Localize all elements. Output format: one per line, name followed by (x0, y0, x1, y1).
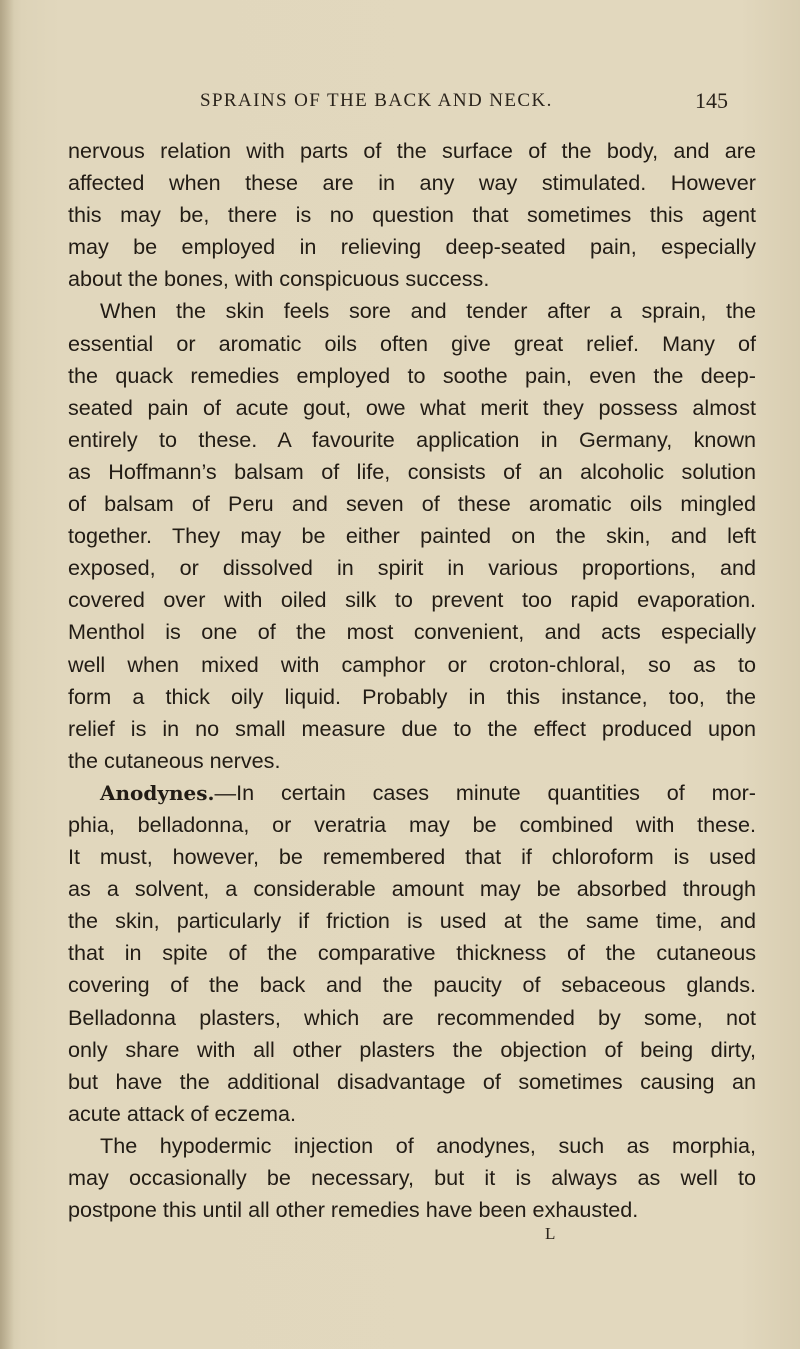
section-heading: Anodynes. (100, 780, 215, 805)
text-line: affected when these are in any way stimulated. However (68, 170, 756, 196)
text-line: about the bones, with conspicuous success. (68, 266, 490, 292)
page-number: 145 (695, 88, 728, 113)
signature-mark: L (545, 1224, 557, 1243)
paragraph (68, 295, 756, 776)
text-line: Menthol is one of the most convenient, and acts especially (68, 619, 756, 645)
gutter-shadow (0, 0, 14, 1349)
text-line: well when mixed with camphor or croton-chloral, so as to (68, 651, 756, 677)
text-line: seated pain of acute gout, owe what merit they possess almost (68, 394, 756, 420)
text-line: The hypodermic injection of anodynes, such as morphia, (100, 1132, 756, 1158)
paragraph (68, 1130, 756, 1226)
text-line: relief is in no small measure due to the effect produced upon (68, 715, 756, 741)
text-line: that in spite of the comparative thickness of the cutaneous (68, 940, 756, 966)
text-line: When the skin feels sore and tender after a sprain, the (100, 298, 756, 324)
text-line: It must, however, be remembered that if chloroform is used (68, 844, 756, 870)
text-line: entirely to these. A favourite application in Germany, known (68, 426, 756, 452)
text-line: as Hoffmann’s balsam of life, consists of an alcoholic solution (68, 458, 756, 484)
heading-continuation: —In certain cases minute quantities of mor- (214, 779, 756, 805)
paragraph (68, 777, 756, 1130)
text-line (68, 777, 756, 809)
text-line: Belladonna plasters, which are recommended by some, not (68, 1004, 756, 1030)
body-text (68, 135, 756, 1226)
text-line: exposed, or dissolved in spirit in various proportions, and (68, 555, 756, 581)
text-line: postpone this until all other remedies have been exhausted. (68, 1197, 639, 1223)
text-line: together. They may be either painted on the skin, and left (68, 523, 756, 549)
text-line: nervous relation with parts of the surface of the body, and are (68, 138, 756, 163)
text-line: form a thick oily liquid. Probably in this instance, too, the (68, 683, 756, 709)
page-header (0, 88, 800, 118)
text-line: acute attack of eczema. (68, 1100, 297, 1126)
text-line: but have the additional disadvantage of sometimes causing an (68, 1068, 756, 1094)
text-line: may occasionally be necessary, but it is always as well to (68, 1165, 756, 1190)
text-line: the quack remedies employed to soothe pain, even the deep- (68, 362, 756, 388)
text-line: of balsam of Peru and seven of these aromatic oils mingled (68, 491, 756, 517)
text-line: only share with all other plasters the objection of being dirty, (68, 1036, 756, 1062)
text-line: the cutaneous nerves. (68, 747, 281, 773)
text-line: covered over with oiled silk to prevent too rapid evaporation. (68, 587, 756, 613)
text-line: essential or aromatic oils often give great relief. Many of (68, 330, 756, 356)
running-head: SPRAINS OF THE BACK AND NECK. (200, 90, 553, 111)
text-line: may be employed in relieving deep-seated pain, especially (68, 234, 756, 260)
paragraph (68, 135, 756, 295)
text-line: covering of the back and the paucity of sebaceous glands. (68, 972, 756, 998)
text-line: as a solvent, a considerable amount may be absorbed through (68, 876, 756, 902)
text-line: the skin, particularly if friction is used at the same time, and (68, 908, 756, 934)
text-line: this may be, there is no question that sometimes this agent (68, 202, 756, 228)
text-line: phia, belladonna, or veratria may be combined with these. (68, 811, 756, 837)
